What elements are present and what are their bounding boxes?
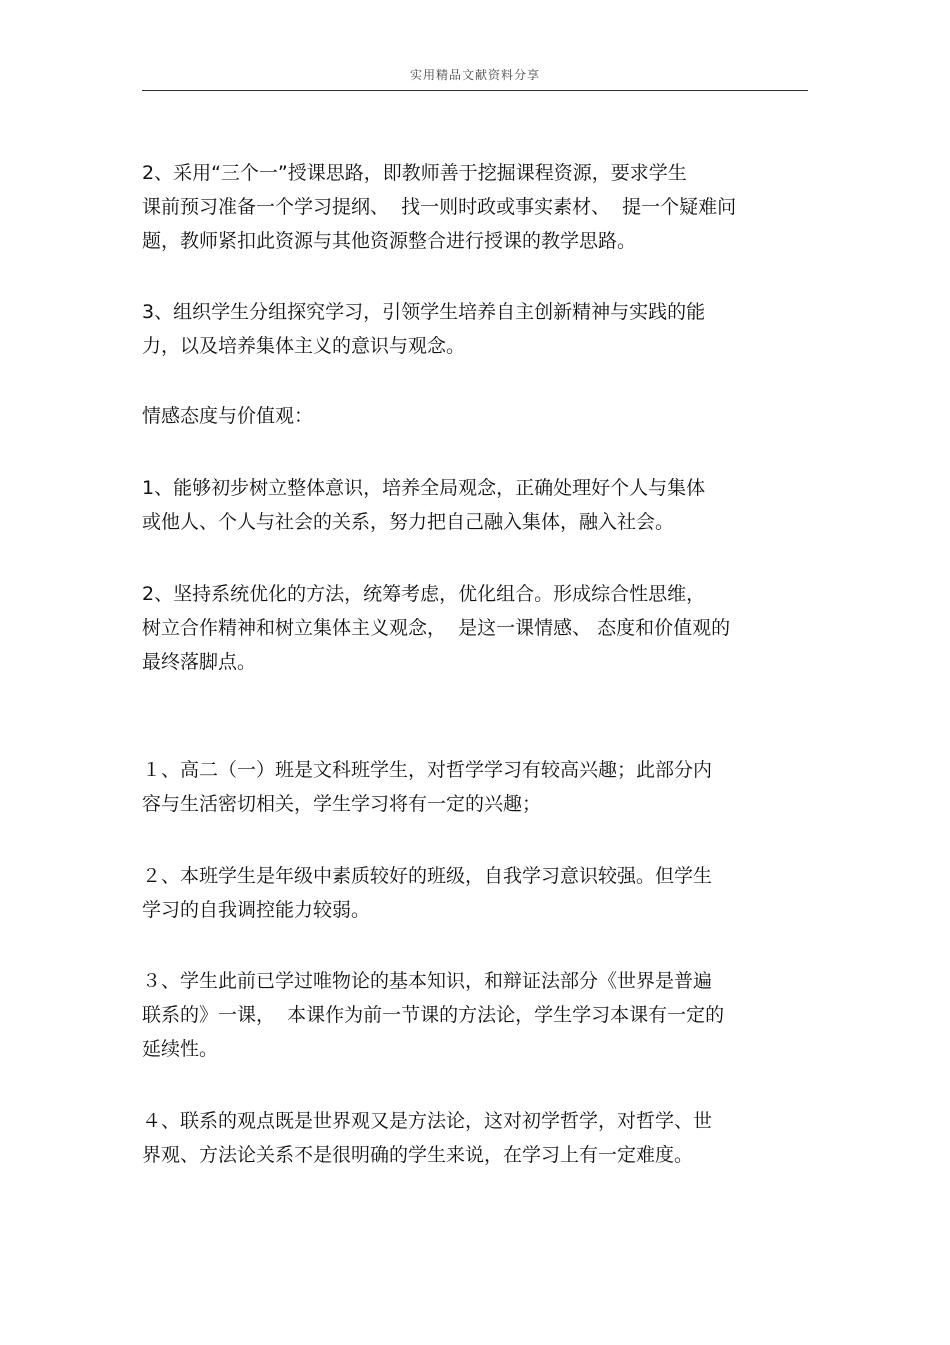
text-line: 1、能够初步树立整体意识，培养全局观念，正确处理好个人与集体 [142,477,706,499]
paragraph-teaching-method-2 [142,156,736,258]
text-line: 课前预习准备一个学习提纲、 找一则时政或事实素材、 提一个疑难问 [142,196,737,218]
paragraph-teaching-method-3 [142,295,705,363]
page-header: 实用精品文献资料分享 [409,68,540,82]
paragraph-student-analysis-4 [142,1104,712,1172]
paragraph-student-analysis-3 [142,964,724,1066]
text-line: 最终落脚点。 [142,651,257,673]
text-line: 延续性。 [142,1038,219,1060]
text-line: 3、组织学生分组探究学习，引领学生培养自主创新精神与实践的能 [142,301,706,323]
paragraph-values-2 [142,577,730,679]
paragraph-values-1 [142,471,705,539]
header-divider [142,90,808,91]
paragraph-student-analysis-1 [142,753,712,821]
text-line: 力，以及培养集体主义的意识与观念。 [142,335,466,357]
paragraph-student-analysis-2 [142,859,712,927]
text-line: １、高二（一）班是文科班学生，对哲学学习有较高兴趣；此部分内 [142,759,713,781]
text-line: 或他人、个人与社会的关系，努力把自己融入集体，融入社会。 [142,511,675,533]
text-line: 情感态度与价值观： [142,405,314,427]
text-line: 2、坚持系统优化的方法，统筹考虑，优化组合。形成综合性思维， [142,583,706,605]
text-line: 容与生活密切相关，学生学习将有一定的兴趣； [142,793,542,815]
text-line: 树立合作精神和树立集体主义观念， 是这一课情感、 态度和价值观的 [142,617,731,639]
text-line: ２、本班学生是年级中素质较好的班级，自我学习意识较强。但学生 [142,865,713,887]
text-line: ４、联系的观点既是世界观又是方法论，这对初学哲学，对哲学、世 [142,1110,713,1132]
text-line: 题，教师紧扣此资源与其他资源整合进行授课的教学思路。 [142,230,637,252]
text-line: 2、采用“三个一”授课思路，即教师善于挖掘课程资源，要求学生 [142,162,687,184]
text-line: 联系的》一课， 本课作为前一节课的方法论，学生学习本课有一定的 [142,1004,725,1026]
text-line: 界观、方法论关系不是很明确的学生来说，在学习上有一定难度。 [142,1144,694,1166]
text-line: 学习的自我调控能力较弱。 [142,899,371,921]
section-heading-values [142,399,313,433]
text-line: ３、学生此前已学过唯物论的基本知识，和辩证法部分《世界是普遍 [142,970,713,992]
